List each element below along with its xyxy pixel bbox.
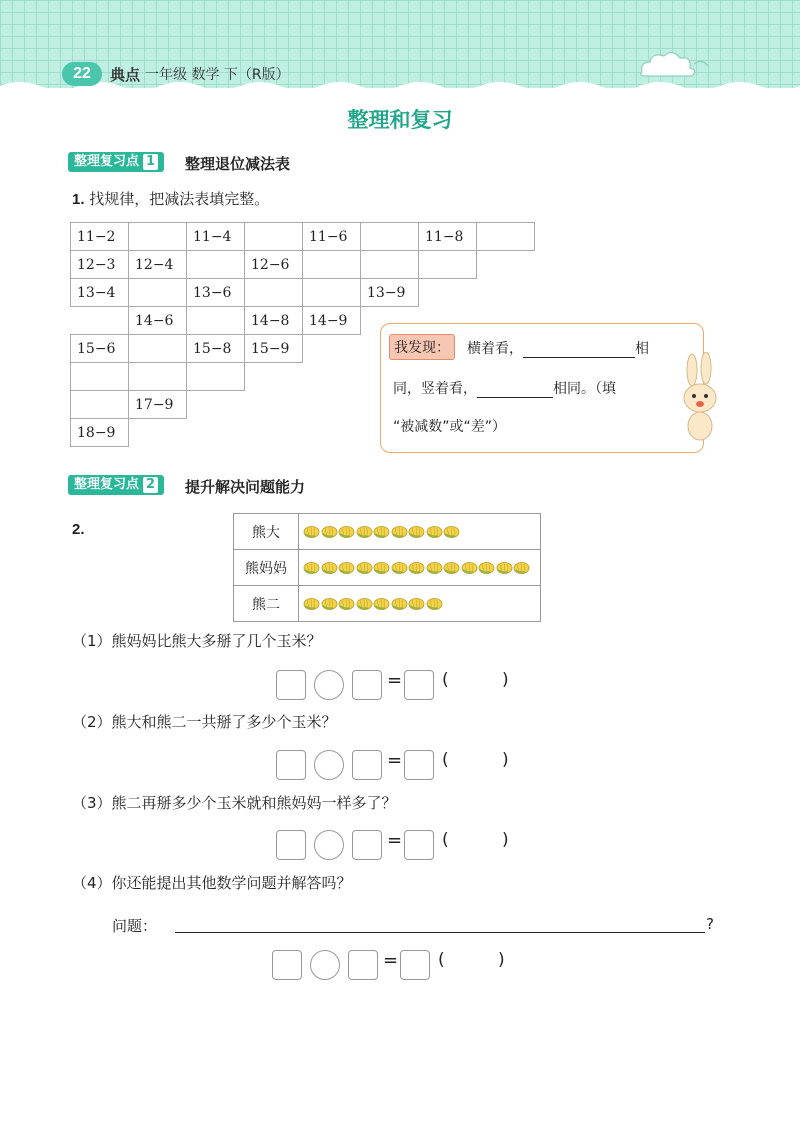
corn-icon (391, 525, 408, 539)
part4-question: （4）你还能提出其他数学问题并解答吗？ (72, 874, 352, 892)
equals-sign: = (387, 670, 403, 691)
answer-cell[interactable] (129, 223, 187, 251)
answer-cell[interactable] (129, 363, 187, 391)
corn-icon (443, 561, 460, 575)
corn-icon (373, 597, 390, 611)
section1-tag-label: 整理复习点 (74, 154, 140, 169)
corn-icon (513, 561, 530, 575)
answer-cell[interactable] (419, 251, 477, 279)
brand-logo: 典点 (110, 66, 141, 84)
unit-paren-open: ( (438, 950, 445, 970)
question1-number: 1. (72, 191, 85, 208)
answer-cell[interactable] (245, 223, 303, 251)
discovery-tag: 我发现： (389, 334, 455, 360)
number-box[interactable] (352, 670, 382, 700)
blank-vertical[interactable] (477, 381, 553, 398)
unit-paren-close: ) (502, 830, 509, 850)
result-box[interactable] (404, 750, 434, 780)
unit-paren-close: ) (502, 750, 509, 770)
unit-paren-close: ) (498, 950, 505, 970)
corn-icon (443, 525, 460, 539)
cloud-icon (632, 44, 712, 84)
discovery-text-d: 相同。（填 (553, 381, 616, 397)
table-cell: 11−2 (71, 223, 129, 251)
question1 (72, 188, 269, 209)
unit-paren-close: ) (502, 670, 509, 690)
number-box[interactable] (348, 950, 378, 980)
pictograph-corns (299, 586, 541, 622)
empty-space (303, 419, 361, 447)
answer-cell[interactable] (187, 363, 245, 391)
answer-cell[interactable] (303, 251, 361, 279)
corn-icon (321, 561, 338, 575)
table-cell: 15−8 (187, 335, 245, 363)
answer-cell[interactable] (71, 363, 129, 391)
discovery-text-b: 相 (635, 341, 649, 357)
discovery-line3: “被减数”或“差”） (393, 419, 507, 435)
answer-cell[interactable] (245, 279, 303, 307)
table-cell: 14−6 (129, 307, 187, 335)
result-box[interactable] (404, 670, 434, 700)
table-row (71, 223, 535, 251)
table-row (71, 279, 535, 307)
table-cell: 14−9 (303, 307, 361, 335)
answer-cell[interactable] (71, 391, 129, 419)
corn-icon (408, 597, 425, 611)
table-cell: 12−4 (129, 251, 187, 279)
corn-icon (426, 525, 443, 539)
part3-question: （3）熊二再掰多少个玉米就和熊妈妈一样多了？ (72, 794, 397, 812)
empty-space (477, 251, 535, 279)
part1-question: （1）熊妈妈比熊大多掰了几个玉米？ (72, 632, 322, 650)
question2 (72, 520, 85, 538)
discovery-line2 (393, 378, 616, 398)
equals-sign: = (387, 830, 403, 851)
corn-icon (496, 561, 513, 575)
answer-cell[interactable] (361, 223, 419, 251)
discovery-box (380, 323, 704, 453)
answer-cell[interactable] (361, 251, 419, 279)
operator-circle[interactable] (314, 750, 344, 780)
empty-space (71, 307, 129, 335)
table-cell: 13−6 (187, 279, 245, 307)
pictograph-row (234, 586, 541, 622)
table-cell: 15−6 (71, 335, 129, 363)
pictograph-corns (299, 514, 541, 550)
unit-paren-open: ( (442, 750, 449, 770)
corn-icon (373, 561, 390, 575)
empty-space (477, 279, 535, 307)
table-cell: 13−9 (361, 279, 419, 307)
page-title: 整理和复习 (347, 108, 453, 132)
empty-space (187, 391, 245, 419)
corn-icon (338, 597, 355, 611)
corn-icon (321, 597, 338, 611)
number-box[interactable] (352, 830, 382, 860)
pictograph-row (234, 514, 541, 550)
corn-icon (426, 597, 443, 611)
question2-number: 2. (72, 521, 85, 538)
table-cell: 17−9 (129, 391, 187, 419)
page-number: 22 (62, 62, 102, 86)
result-box[interactable] (404, 830, 434, 860)
section1-number: 1 (143, 154, 158, 170)
section2-tag-label: 整理复习点 (74, 477, 140, 492)
equals-sign: = (383, 950, 399, 971)
empty-space (303, 363, 361, 391)
pictograph-label: 熊二 (234, 586, 299, 622)
table-cell: 15−9 (245, 335, 303, 363)
unit-paren-open: ( (442, 670, 449, 690)
result-box[interactable] (400, 950, 430, 980)
table-cell: 12−6 (245, 251, 303, 279)
corn-icon (338, 525, 355, 539)
empty-space (129, 419, 187, 447)
pictograph-corns (299, 550, 541, 586)
empty-space (245, 391, 303, 419)
ask-label: 问题： (112, 917, 158, 935)
question1-text: 找规律，把减法表填完整。 (89, 190, 270, 208)
table-cell: 13−4 (71, 279, 129, 307)
book-title: 一年级 数学 下（R版） (145, 67, 290, 83)
corn-icon (321, 525, 338, 539)
number-box[interactable] (276, 830, 306, 860)
number-box[interactable] (272, 950, 302, 980)
section1-title: 整理退位减法表 (185, 155, 291, 173)
section1-tag (68, 152, 164, 172)
operator-circle[interactable] (314, 670, 344, 700)
discovery-text-c: 同，竖着看， (393, 381, 477, 397)
table-cell: 11−6 (303, 223, 361, 251)
corn-icon (356, 525, 373, 539)
corn-icon (303, 561, 320, 575)
ask-answer-line[interactable] (175, 932, 705, 933)
discovery-text-a: 横着看， (467, 341, 523, 357)
corn-icon (338, 561, 355, 575)
operator-circle[interactable] (314, 830, 344, 860)
corn-icon (461, 561, 478, 575)
corn-icon (373, 525, 390, 539)
discovery-line1 (467, 338, 649, 358)
corn-icon (408, 561, 425, 575)
section2-number: 2 (143, 477, 158, 493)
table-cell: 14−8 (245, 307, 303, 335)
empty-space (303, 335, 361, 363)
answer-cell[interactable] (187, 307, 245, 335)
ask-question-mark: ? (706, 915, 714, 933)
empty-space (245, 419, 303, 447)
corn-icon (391, 561, 408, 575)
answer-cell[interactable] (187, 251, 245, 279)
equals-sign: = (387, 750, 403, 771)
corn-icon (391, 597, 408, 611)
table-cell: 12−3 (71, 251, 129, 279)
number-box[interactable] (276, 670, 306, 700)
answer-cell[interactable] (303, 279, 361, 307)
corn-icon (303, 525, 320, 539)
number-box[interactable] (276, 750, 306, 780)
empty-space (187, 419, 245, 447)
table-cell: 11−8 (419, 223, 477, 251)
section2-title: 提升解决问题能力 (185, 478, 306, 496)
empty-space (419, 279, 477, 307)
table-cell: 11−4 (187, 223, 245, 251)
corn-pictograph (233, 513, 541, 622)
empty-space (303, 391, 361, 419)
blank-horizontal[interactable] (523, 341, 635, 358)
corn-icon (478, 561, 495, 575)
pictograph-label: 熊妈妈 (234, 550, 299, 586)
pictograph-label: 熊大 (234, 514, 299, 550)
part2-question: （2）熊大和熊二一共掰了多少个玉米？ (72, 713, 337, 731)
operator-circle[interactable] (310, 950, 340, 980)
section2-tag (68, 475, 164, 495)
answer-cell[interactable] (129, 335, 187, 363)
empty-space (245, 363, 303, 391)
corn-icon (356, 597, 373, 611)
corn-icon (408, 525, 425, 539)
table-row (71, 251, 535, 279)
pictograph-row (234, 550, 541, 586)
number-box[interactable] (352, 750, 382, 780)
corn-icon (303, 597, 320, 611)
bunny-icon (678, 352, 722, 444)
corn-icon (426, 561, 443, 575)
corn-icon (356, 561, 373, 575)
unit-paren-open: ( (442, 830, 449, 850)
answer-cell[interactable] (129, 279, 187, 307)
answer-cell[interactable] (477, 223, 535, 251)
table-cell: 18−9 (71, 419, 129, 447)
